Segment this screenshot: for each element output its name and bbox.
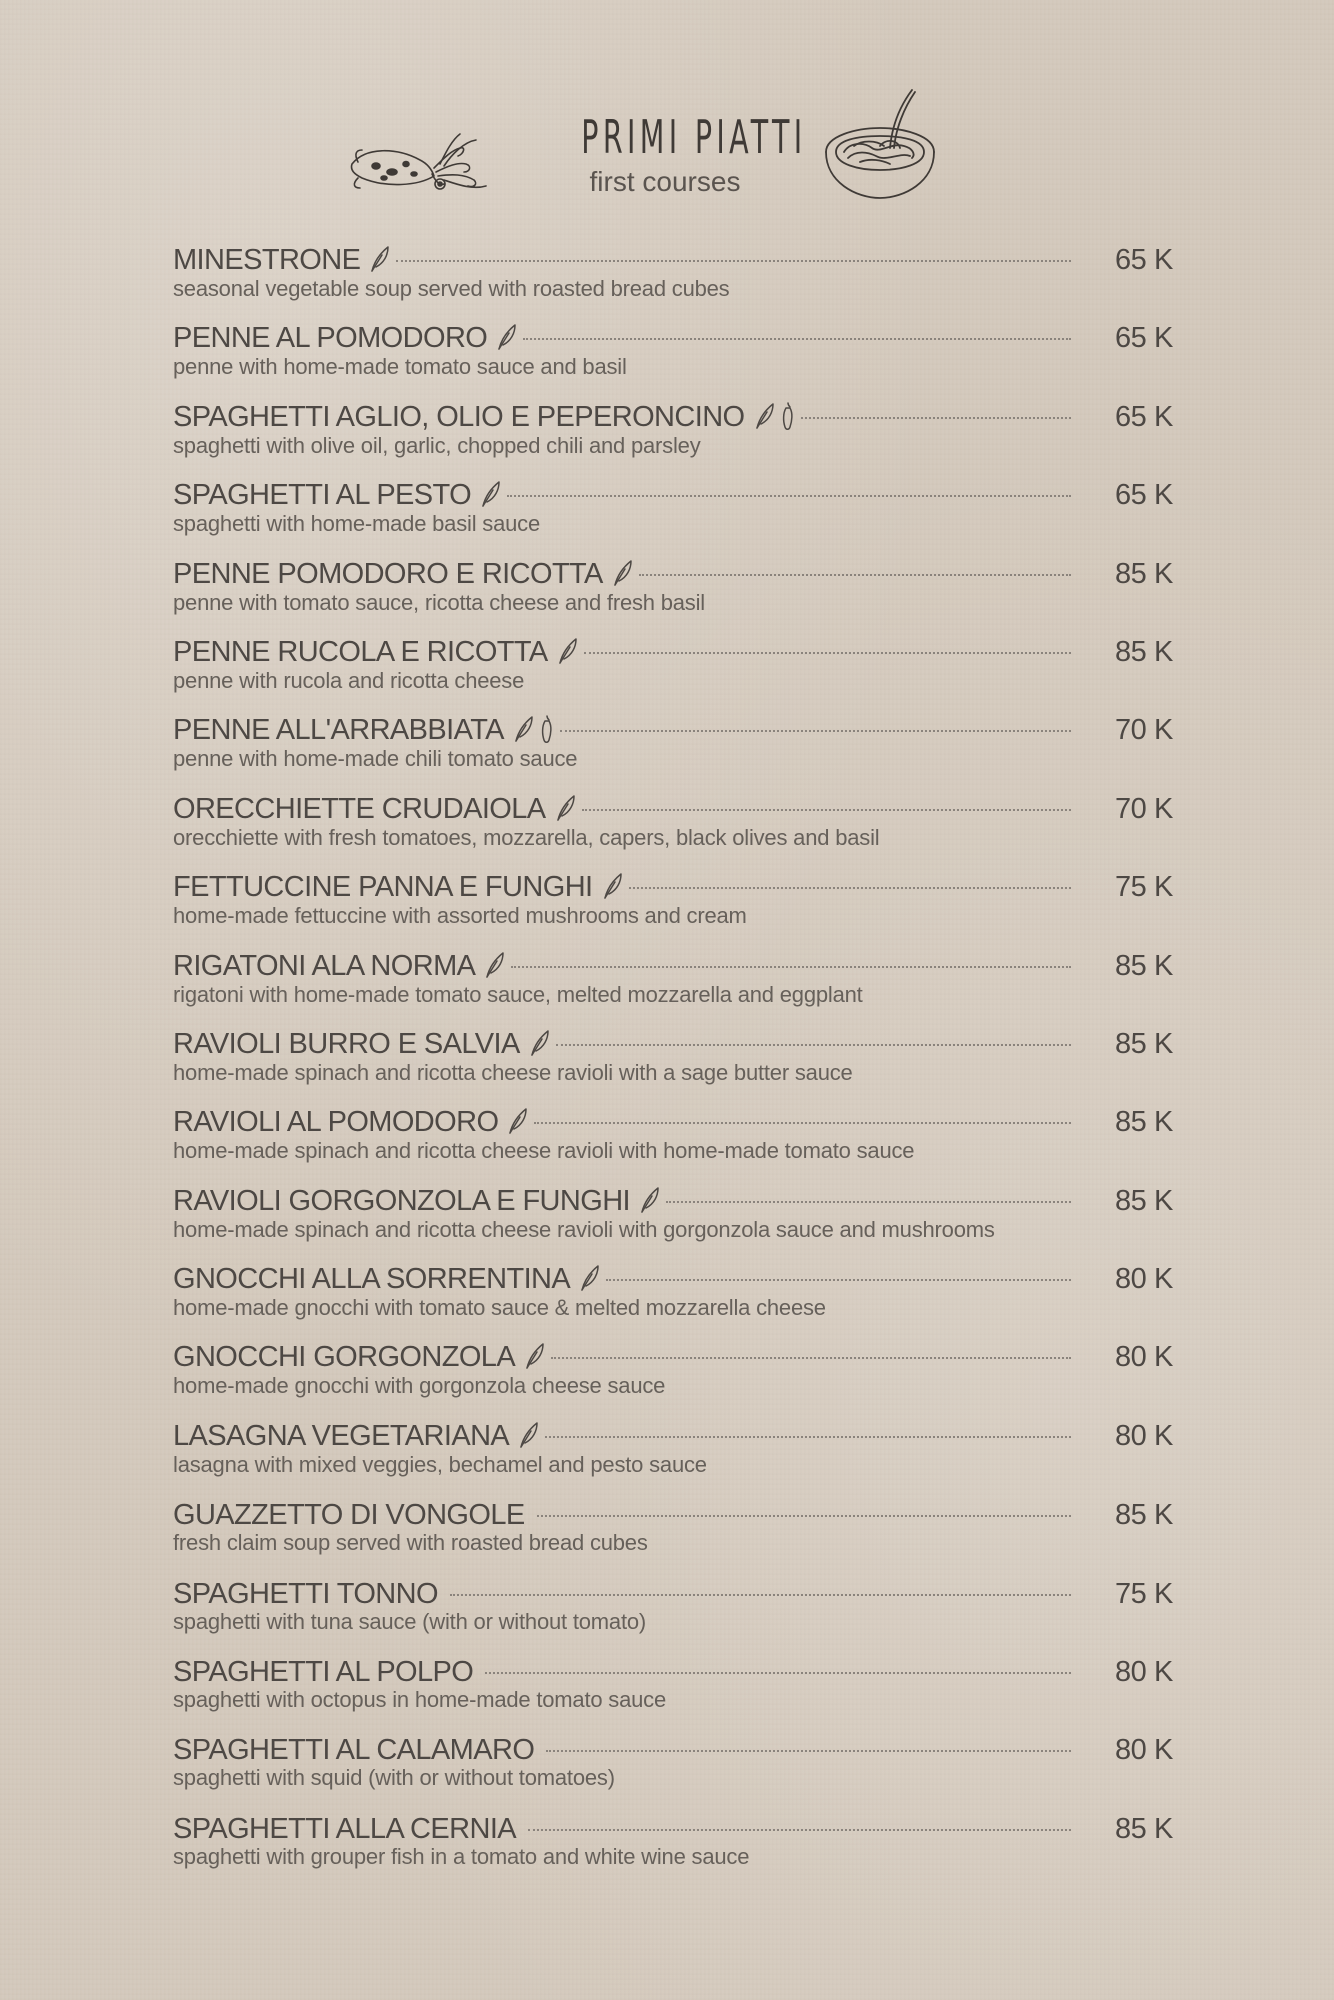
leaf-icon xyxy=(497,323,517,351)
item-description: penne with tomato sauce, ricotta cheese and fresh basil xyxy=(173,589,705,615)
item-name: RAVIOLI AL POMODORO xyxy=(173,1106,499,1139)
item-price: 65 K xyxy=(1114,244,1173,276)
menu-item xyxy=(173,710,1173,788)
dot-leader xyxy=(606,1279,1071,1281)
item-name: LASAGNA VEGETARIANA xyxy=(173,1419,510,1452)
item-name: RIGATONI ALA NORMA xyxy=(173,949,476,982)
item-name: SPAGHETTI AGLIO, OLIO E PEPERONCINO xyxy=(173,400,745,433)
item-description: spaghetti with squid (with or without tomatoes) xyxy=(173,1765,615,1791)
dot-leader xyxy=(545,1436,1071,1438)
item-description: home-made spinach and ricotta cheese ravioli with home-made tomato sauce xyxy=(173,1138,915,1164)
item-name: RAVIOLI BURRO E SALVIA xyxy=(173,1027,520,1060)
page-title: PRIMI PIATTI xyxy=(581,110,807,164)
item-description: lasagna with mixed veggies, bechamel and pesto sauce xyxy=(173,1451,707,1477)
item-name: ORECCHIETTE CRUDAIOLA xyxy=(173,792,546,825)
menu-item-row xyxy=(173,1494,1173,1530)
item-description: home-made spinach and ricotta cheese ravioli with a sage butter sauce xyxy=(173,1059,853,1085)
item-price: 70 K xyxy=(1114,792,1173,825)
leaf-icon xyxy=(556,794,576,822)
leaf-icon xyxy=(481,480,501,508)
item-description: orecchiette with fresh tomatoes, mozzarella, capers, black olives and basil xyxy=(173,824,880,850)
menu-item-row xyxy=(173,397,1173,433)
menu-item-row xyxy=(173,867,1173,903)
item-name: SPAGHETTI AL CALAMARO xyxy=(173,1734,535,1767)
dot-leader xyxy=(801,417,1072,419)
menu-item-row xyxy=(173,1102,1173,1138)
item-description: home-made spinach and ricotta cheese ravioli with gorgonzola sauce and mushrooms xyxy=(173,1216,995,1242)
item-description: spaghetti with olive oil, garlic, chopped chili and parsley xyxy=(173,432,701,458)
diet-icons xyxy=(755,401,795,431)
menu-item-row xyxy=(173,1181,1173,1217)
item-name: GNOCCHI GORGONZOLA xyxy=(173,1341,516,1374)
diet-icons xyxy=(558,636,578,666)
menu-item-row xyxy=(173,1259,1173,1295)
item-name: FETTUCCINE PANNA E FUNGHI xyxy=(173,871,593,904)
menu-item xyxy=(173,1337,1173,1415)
diet-icons xyxy=(370,244,390,274)
diet-icons xyxy=(481,479,501,509)
menu-header xyxy=(0,80,1334,220)
item-name: SPAGHETTI AL POLPO xyxy=(173,1656,474,1689)
menu-item xyxy=(173,1651,1173,1729)
item-description: rigatoni with home-made tomato sauce, melted mozzarella and eggplant xyxy=(173,981,863,1007)
item-price: 80 K xyxy=(1114,1734,1173,1767)
item-description: home-made gnocchi with tomato sauce & melted mozzarella cheese xyxy=(173,1295,826,1321)
diet-icons xyxy=(580,1263,600,1293)
item-description: seasonal vegetable soup served with roasted bread cubes xyxy=(173,276,730,301)
dot-leader xyxy=(450,1594,1071,1596)
menu-item xyxy=(173,789,1173,867)
leaf-icon xyxy=(640,1186,660,1214)
item-name: PENNE AL POMODORO xyxy=(173,322,488,355)
item-description: spaghetti with tuna sauce (with or without tomato) xyxy=(173,1608,647,1634)
leaf-icon xyxy=(580,1264,600,1292)
menu-list xyxy=(173,240,1173,1886)
menu-item xyxy=(173,1729,1173,1807)
pasta-bowl-icon xyxy=(820,86,940,206)
chili-icon xyxy=(540,714,554,744)
item-name: SPAGHETTI TONNO xyxy=(173,1577,438,1610)
diet-icons xyxy=(640,1185,660,1215)
dot-leader xyxy=(534,1122,1071,1124)
item-price: 70 K xyxy=(1114,714,1173,747)
menu-item-row xyxy=(173,1024,1173,1060)
item-price: 65 K xyxy=(1114,479,1173,512)
item-name: PENNE POMODORO E RICOTTA xyxy=(173,557,603,590)
menu-item xyxy=(173,1573,1173,1651)
diet-icons xyxy=(497,322,517,352)
dot-leader xyxy=(511,966,1071,968)
item-description: home-made fettuccine with assorted mushrooms and cream xyxy=(173,903,747,929)
chili-icon xyxy=(781,401,795,431)
menu-item-row xyxy=(173,318,1173,354)
item-description: fresh claim soup served with roasted bread cubes xyxy=(173,1530,648,1556)
item-description: home-made gnocchi with gorgonzola cheese sauce xyxy=(173,1373,666,1399)
item-name: GUAZZETTO DI VONGOLE xyxy=(173,1499,525,1532)
item-name: PENNE ALL'ARRABBIATA xyxy=(173,714,504,747)
item-description: penne with home-made chili tomato sauce xyxy=(173,746,578,772)
menu-item xyxy=(173,867,1173,945)
item-description: penne with home-made tomato sauce and basil xyxy=(173,354,627,380)
diet-icons xyxy=(530,1028,550,1058)
item-price: 85 K xyxy=(1114,949,1173,982)
item-price: 85 K xyxy=(1114,1499,1173,1532)
item-name: GNOCCHI ALLA SORRENTINA xyxy=(173,1263,571,1296)
menu-item-row xyxy=(173,710,1173,746)
menu-item-row xyxy=(173,1729,1173,1765)
item-price: 65 K xyxy=(1114,322,1173,355)
dot-leader xyxy=(396,260,1071,262)
item-price: 85 K xyxy=(1114,635,1173,668)
dot-leader xyxy=(582,809,1072,811)
menu-item xyxy=(173,1808,1173,1886)
dot-leader xyxy=(629,887,1072,889)
item-description: spaghetti with grouper fish in a tomato and white wine sauce xyxy=(173,1843,750,1869)
item-price: 85 K xyxy=(1114,1027,1173,1060)
item-price: 85 K xyxy=(1114,1812,1173,1845)
menu-item xyxy=(173,1416,1173,1494)
item-price: 85 K xyxy=(1114,557,1173,590)
item-price: 85 K xyxy=(1114,1184,1173,1217)
title-block xyxy=(530,110,807,198)
menu-item xyxy=(173,632,1173,710)
dot-leader xyxy=(666,1201,1071,1203)
menu-item-row xyxy=(173,1808,1173,1844)
diet-icons xyxy=(508,1106,528,1136)
dot-leader xyxy=(584,652,1071,654)
item-price: 80 K xyxy=(1114,1419,1173,1452)
page-subtitle: first courses xyxy=(589,166,741,197)
leaf-icon xyxy=(485,951,505,979)
leaf-icon xyxy=(519,1421,539,1449)
leaf-icon xyxy=(514,715,534,743)
menu-item-row xyxy=(173,632,1173,668)
menu-item xyxy=(173,1494,1173,1572)
diet-icons xyxy=(603,871,623,901)
menu-item xyxy=(173,1102,1173,1180)
item-price: 75 K xyxy=(1114,871,1173,904)
squid-icon xyxy=(348,128,508,208)
item-name: PENNE RUCOLA E RICOTTA xyxy=(173,635,548,668)
menu-item-row xyxy=(173,1416,1173,1452)
diet-icons xyxy=(514,714,554,744)
diet-icons xyxy=(556,793,576,823)
menu-item-row xyxy=(173,240,1173,276)
menu-item xyxy=(173,554,1173,632)
leaf-icon xyxy=(530,1029,550,1057)
dot-leader xyxy=(523,338,1071,340)
dot-leader xyxy=(546,1750,1071,1752)
item-price: 80 K xyxy=(1114,1263,1173,1296)
menu-item xyxy=(173,1181,1173,1259)
item-price: 80 K xyxy=(1114,1656,1173,1689)
item-name: MINESTRONE xyxy=(173,244,361,276)
dot-leader xyxy=(639,574,1071,576)
leaf-icon xyxy=(558,637,578,665)
item-description: spaghetti with octopus in home-made tomato sauce xyxy=(173,1687,667,1713)
menu-item-row xyxy=(173,1651,1173,1687)
dot-leader xyxy=(560,730,1071,732)
diet-icons xyxy=(485,950,505,980)
item-name: SPAGHETTI ALLA CERNIA xyxy=(173,1812,517,1845)
diet-icons xyxy=(613,558,633,588)
item-name: RAVIOLI GORGONZOLA E FUNGHI xyxy=(173,1184,631,1217)
leaf-icon xyxy=(755,402,775,430)
menu-item-row xyxy=(173,475,1173,511)
dot-leader xyxy=(528,1829,1071,1831)
leaf-icon xyxy=(613,559,633,587)
item-price: 80 K xyxy=(1114,1341,1173,1374)
menu-item-row xyxy=(173,554,1173,590)
menu-item xyxy=(173,240,1173,318)
leaf-icon xyxy=(508,1107,528,1135)
menu-item xyxy=(173,475,1173,553)
item-price: 65 K xyxy=(1114,400,1173,433)
item-name: SPAGHETTI AL PESTO xyxy=(173,479,472,512)
dot-leader xyxy=(537,1515,1071,1517)
menu-item xyxy=(173,946,1173,1024)
leaf-icon xyxy=(525,1342,545,1370)
item-price: 75 K xyxy=(1114,1577,1173,1610)
item-price: 85 K xyxy=(1114,1106,1173,1139)
item-description: penne with rucola and ricotta cheese xyxy=(173,667,525,693)
menu-item xyxy=(173,1024,1173,1102)
leaf-icon xyxy=(370,245,390,273)
dot-leader xyxy=(556,1044,1071,1046)
diet-icons xyxy=(519,1420,539,1450)
menu-item xyxy=(173,397,1173,475)
dot-leader xyxy=(551,1357,1071,1359)
menu-item-row xyxy=(173,946,1173,982)
dot-leader xyxy=(507,495,1071,497)
item-description: spaghetti with home-made basil sauce xyxy=(173,511,541,537)
menu-item-row xyxy=(173,1337,1173,1373)
dot-leader xyxy=(485,1672,1071,1674)
menu-item-row xyxy=(173,789,1173,825)
leaf-icon xyxy=(603,872,623,900)
menu-item xyxy=(173,1259,1173,1337)
menu-item-row xyxy=(173,1573,1173,1609)
menu-item xyxy=(173,318,1173,396)
diet-icons xyxy=(525,1341,545,1371)
